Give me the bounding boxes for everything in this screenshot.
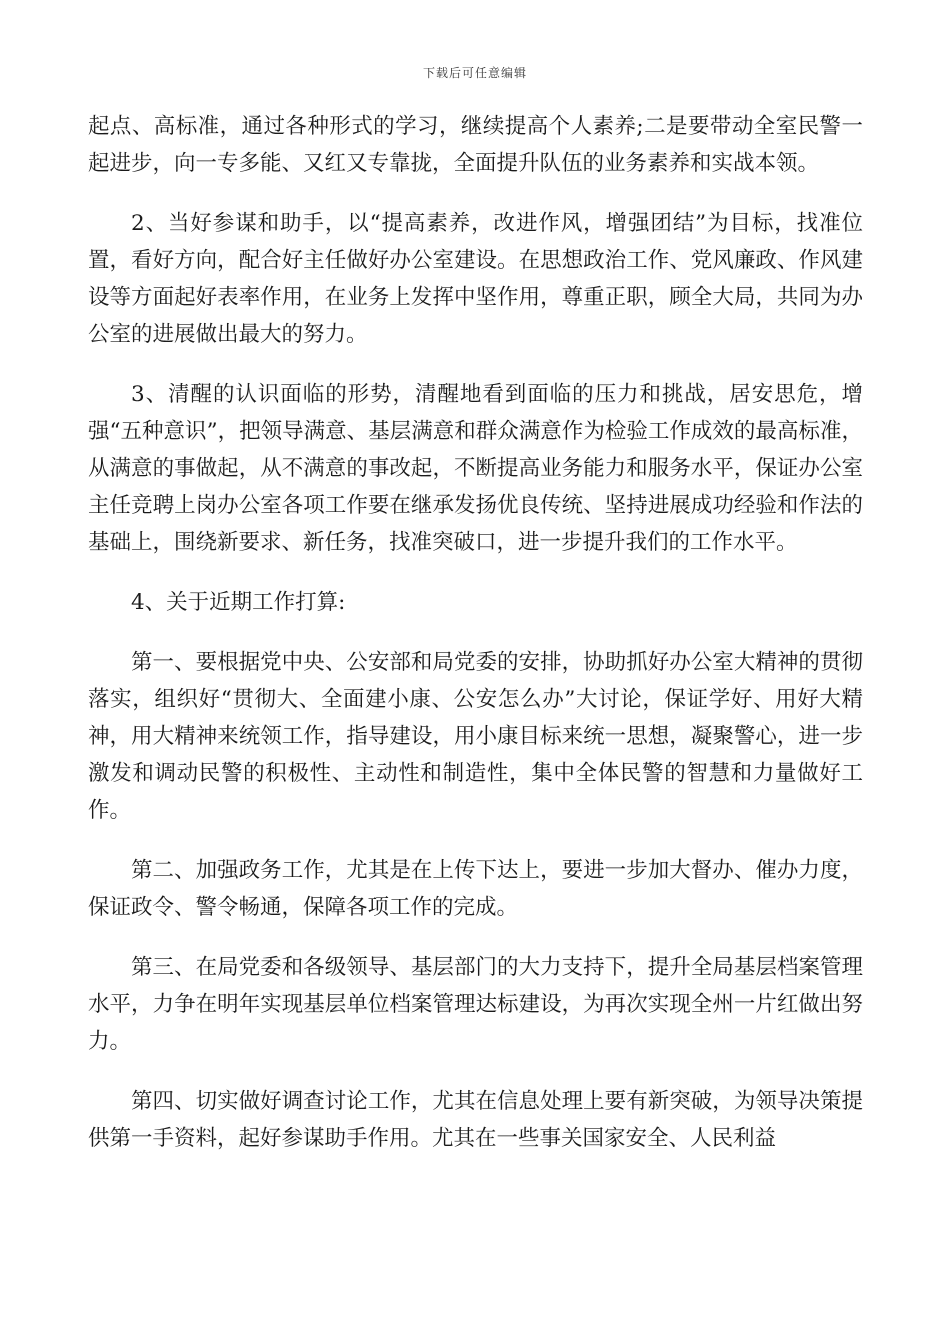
paragraph-5: 第一、要根据党中央、公安部和局党委的安排，协助抓好办公室大精神的贯彻落实，组织好“贯彻大、全面建小康、公安怎么办”大讨论，保证学好、用好大精神，用大精神来统领工作，指导建设，用小康目标来统一思想，凝聚警心，进一步激发和调动民警的积极性、主动性和制造性，集中全体民警的智慧和力量做好工作。 [88,650,863,823]
paragraph-3: 3、清醒的认识面临的形势，清醒地看到面临的压力和挑战，居安思危，增强“五种意识”，把领导满意、基层满意和群众满意作为检验工作成效的最高标准，从满意的事做起，从不满意的事改起，不断提高业务能力和服务水平，保证办公室主任竞聘上岗办公室各项工作要在继承发扬优良传统、坚持进展成功经验和作法的基础上，围绕新要求、新任务，找准突破口，进一步提升我们的工作水平。 [88,382,863,555]
paragraph-8: 第四、切实做好调查讨论工作，尤其在信息处理上要有新突破，为领导决策提供第一手资料，起好参谋助手作用。尤其在一些事关国家安全、人民利益 [88,1089,863,1151]
page-header-note: 下载后可任意编辑 [422,66,527,80]
paragraph-6: 第二、加强政务工作，尤其是在上传下达上，要进一步加大督办、催办力度，保证政令、警令畅通，保障各项工作的完成。 [88,858,863,920]
paragraph-2: 2、当好参谋和助手，以“提高素养，改进作风，增强团结”为目标，找准位置，看好方向，配合好主任做好办公室建设。在思想政治工作、党风廉政、作风建设等方面起好表率作用，在业务上发挥中坚作用，尊重正职，顾全大局，共同为办公室的进展做出最大的努力。 [88,211,863,347]
paragraph-1: 起点、高标准，通过各种形式的学习，继续提高个人素养;二是要带动全室民警一起进步，向一专多能、又红又专靠拢，全面提升队伍的业务素养和实战本领。 [88,114,863,176]
paragraph-4: 4、关于近期工作打算: [131,590,346,615]
paragraph-7: 第三、在局党委和各级领导、基层部门的大力支持下，提升全局基层档案管理水平，力争在明年实现基层单位档案管理达标建设，为再次实现全州一片红做出努力。 [88,955,863,1054]
document-body [88,108,863,1180]
